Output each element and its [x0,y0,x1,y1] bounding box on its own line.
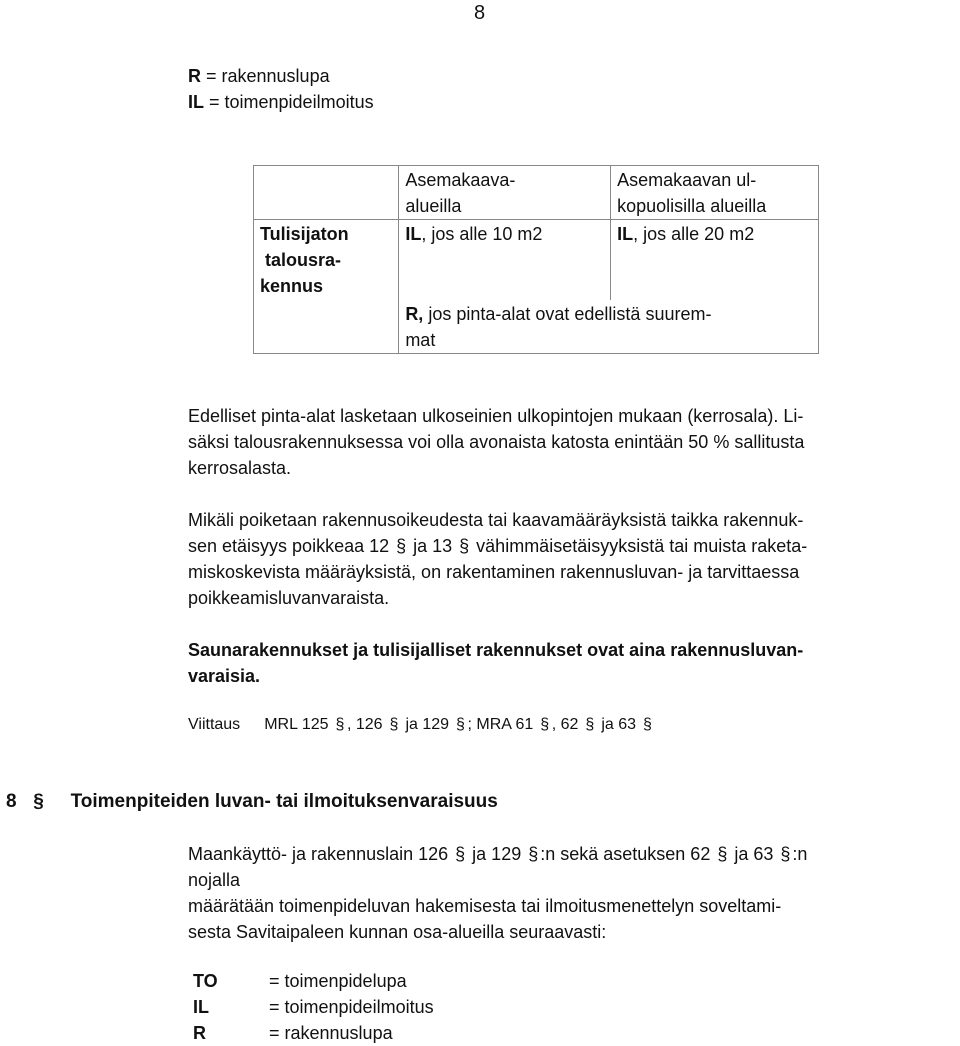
section-sign-icon: § [455,844,466,864]
legend-item-to [193,968,434,994]
text-line: sen etäisyys poikkeaa 12 § ja 13 § vähimmäisetäisyyksistä tai muista raketa- [188,533,960,559]
section-sign-icon: § [528,844,539,864]
text-line: määrätään toimenpideluvan hakemisesta tai ilmoitusmenettelyn soveltami- [188,896,782,916]
section-number: 8 [6,791,17,812]
legend-item-r [188,63,374,89]
cell-code: IL [617,224,634,244]
legend-code: R [188,66,201,86]
text-line: Mikäli poiketaan rakennusoikeudesta tai kaavamääräyksistä taikka rakennuk- [188,510,804,530]
section-sign-icon: § [585,716,595,733]
row-header-talousrakennus [254,220,399,354]
text-line: nojalla [188,870,241,890]
legend-text: = rakennuslupa [269,1023,393,1043]
text-line: varaisia. [188,666,261,686]
section-sign-icon: § [643,716,652,733]
legend-bottom [193,968,434,1046]
paragraph-sauna [188,637,960,689]
row-header-line: kennus [260,276,324,296]
section-sign-icon: § [780,844,791,864]
reference-line: Viittaus MRL 125 § , 126 § ja 129 § ; MRA 61 § , 62 § ja 63 § [188,712,654,738]
cell-il-10 [399,220,611,300]
paragraph-regulation [188,841,960,945]
legend-code: IL [193,997,209,1017]
row-header-line: talousra- [260,250,342,270]
text-line: Edelliset pinta-alat lasketaan ulkoseinien ulkopintojen mukaan (kerrosala). Li- [188,406,804,426]
text-line: poikkeamisluvanvaraista. [188,588,390,608]
permit-table [253,165,819,354]
section-sign-icon: § [389,716,399,733]
legend-text: = toimenpideilmoitus [204,92,374,112]
text-line: Maankäyttö- ja rakennuslain 126 § ja 129 § :n sekä asetuksen 62 § ja 63 § :n [188,841,960,867]
table-corner-cell [254,166,399,220]
col-header-ulkopuoliset [611,166,819,220]
legend-code: IL [188,92,204,112]
legend-text: = rakennuslupa [201,66,330,86]
text-line: säksi talousrakennuksessa voi olla avonaista katosta enintään 50 % sallitusta [188,432,805,452]
cell-text: , jos alle 20 m2 [633,224,755,244]
section-sign-icon: § [396,536,407,556]
row-header-line: Tulisijaton [260,224,349,244]
section-heading [6,789,498,815]
col-header-line: alueilla [405,196,462,216]
legend-item-r [193,1020,434,1046]
text-line: kerrosalasta. [188,458,292,478]
col-header-line: Asemakaava- [405,170,516,190]
legend-text: = toimenpidelupa [269,971,407,991]
text-line: sesta Savitaipaleen kunnan osa-alueilla seuraavasti: [188,922,607,942]
col-header-line: Asemakaavan ul- [617,170,757,190]
legend-item-il [188,89,374,115]
cell-il-20 [611,220,819,300]
legend-code: R [193,1023,206,1043]
cell-r-larger [399,300,819,354]
section-sign-icon: § [717,844,728,864]
cell-text: jos pinta-alat ovat edellistä suurem- [423,303,712,324]
section-sign-icon: § [459,536,470,556]
text-line: miskoskevista määräyksistä, on rakentaminen rakennusluvan- ja tarvittaessa [188,562,800,582]
legend-item-il [193,994,434,1020]
cell-text: , jos alle 10 m2 [421,224,543,244]
cell-text: mat [405,329,436,350]
paragraph-exceptions [188,507,960,611]
paragraph-area-rule [188,403,960,481]
section-title: Toimenpiteiden luvan- tai ilmoituksenvaraisuus [70,791,498,812]
col-header-asemakaava [399,166,611,220]
legend-top [188,63,374,115]
text-line: Saunarakennukset ja tulisijalliset rakennukset ovat aina rakennusluvan- [188,640,804,660]
cell-code: R, [405,303,424,324]
section-sign-icon: § [540,716,550,733]
col-header-line: kopuolisilla alueilla [617,196,767,216]
section-sign-icon: § [456,716,465,733]
legend-text: = toimenpideilmoitus [269,997,434,1017]
page-number: 8 [474,2,486,24]
reference-label: Viittaus [188,716,241,733]
cell-code: IL [405,224,422,244]
legend-code: TO [193,971,218,991]
section-sign-icon: § [335,716,345,733]
section-sign-icon: § [33,791,44,812]
